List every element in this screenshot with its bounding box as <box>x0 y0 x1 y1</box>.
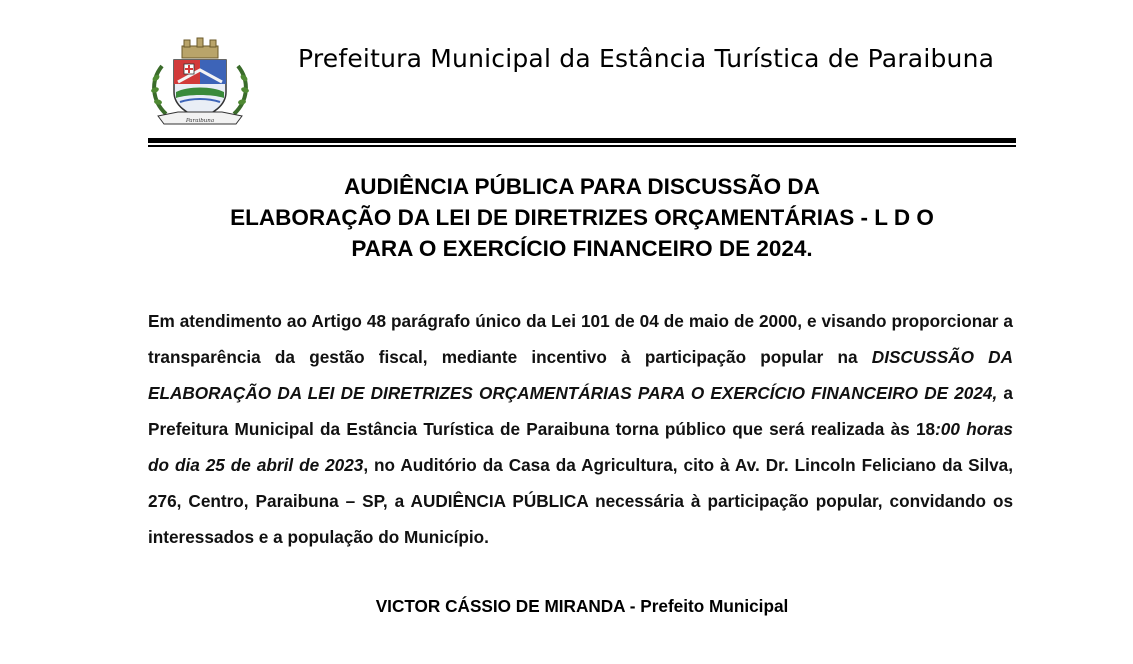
document-header <box>148 28 1016 128</box>
signature-name: VICTOR CÁSSIO DE MIRANDA <box>375 596 625 616</box>
municipal-coat-of-arms-icon <box>148 36 252 128</box>
title-line-3: PARA O EXERCÍCIO FINANCEIRO DE 2024. <box>351 236 813 261</box>
title-line-2: ELABORAÇÃO DA LEI DE DIRETRIZES ORÇAMENTÁRIAS - L D O <box>230 205 934 230</box>
body-bold-part: AUDIÊNCIA PÚBLICA <box>410 491 589 511</box>
header-divider-thick <box>148 138 1016 143</box>
body-text-part-2: a Prefeitura Municipal da Estância Turística de Paraibuna torna público que será realizada às 18 <box>148 383 1013 439</box>
signature-role: Prefeito Municipal <box>640 596 789 616</box>
header-divider-thin <box>148 145 1016 147</box>
header-title: Prefeitura Municipal da Estância Turística de Paraibuna <box>298 44 995 73</box>
signature-separator: - <box>624 596 641 616</box>
body-text-part-3: , no Auditório da Casa da Agricultura, cito à Av. Dr. Lincoln Feliciano da Silva, 276, Centro, Paraibuna – SP, a <box>148 455 1014 511</box>
announcement-paragraph <box>148 303 1013 555</box>
signature-line <box>148 592 1016 620</box>
document-title <box>148 171 1016 264</box>
crest-ribbon-text: Paraibuna <box>185 118 215 124</box>
body-italic-part-1: DISCUSSÃO DA ELABORAÇÃO DA LEI DE DIRETRIZES ORÇAMENTÁRIAS PARA O EXERCÍCIO FINANCEIRO DE 2024, <box>148 347 1013 403</box>
title-line-1: AUDIÊNCIA PÚBLICA PARA DISCUSSÃO DA <box>344 174 820 199</box>
body-text-part-4: necessária à participação popular, convidando os interessados e a população do Município. <box>148 491 1013 547</box>
body-text-part-1: Em atendimento ao Artigo 48 parágrafo único da Lei 101 de 04 de maio de 2000, e visando proporcionar a transparência da gestão fiscal, mediante incentivo à participação popular na <box>148 311 1013 367</box>
body-italic-part-2: :00 horas do dia 25 de abril de 2023 <box>148 419 1013 475</box>
